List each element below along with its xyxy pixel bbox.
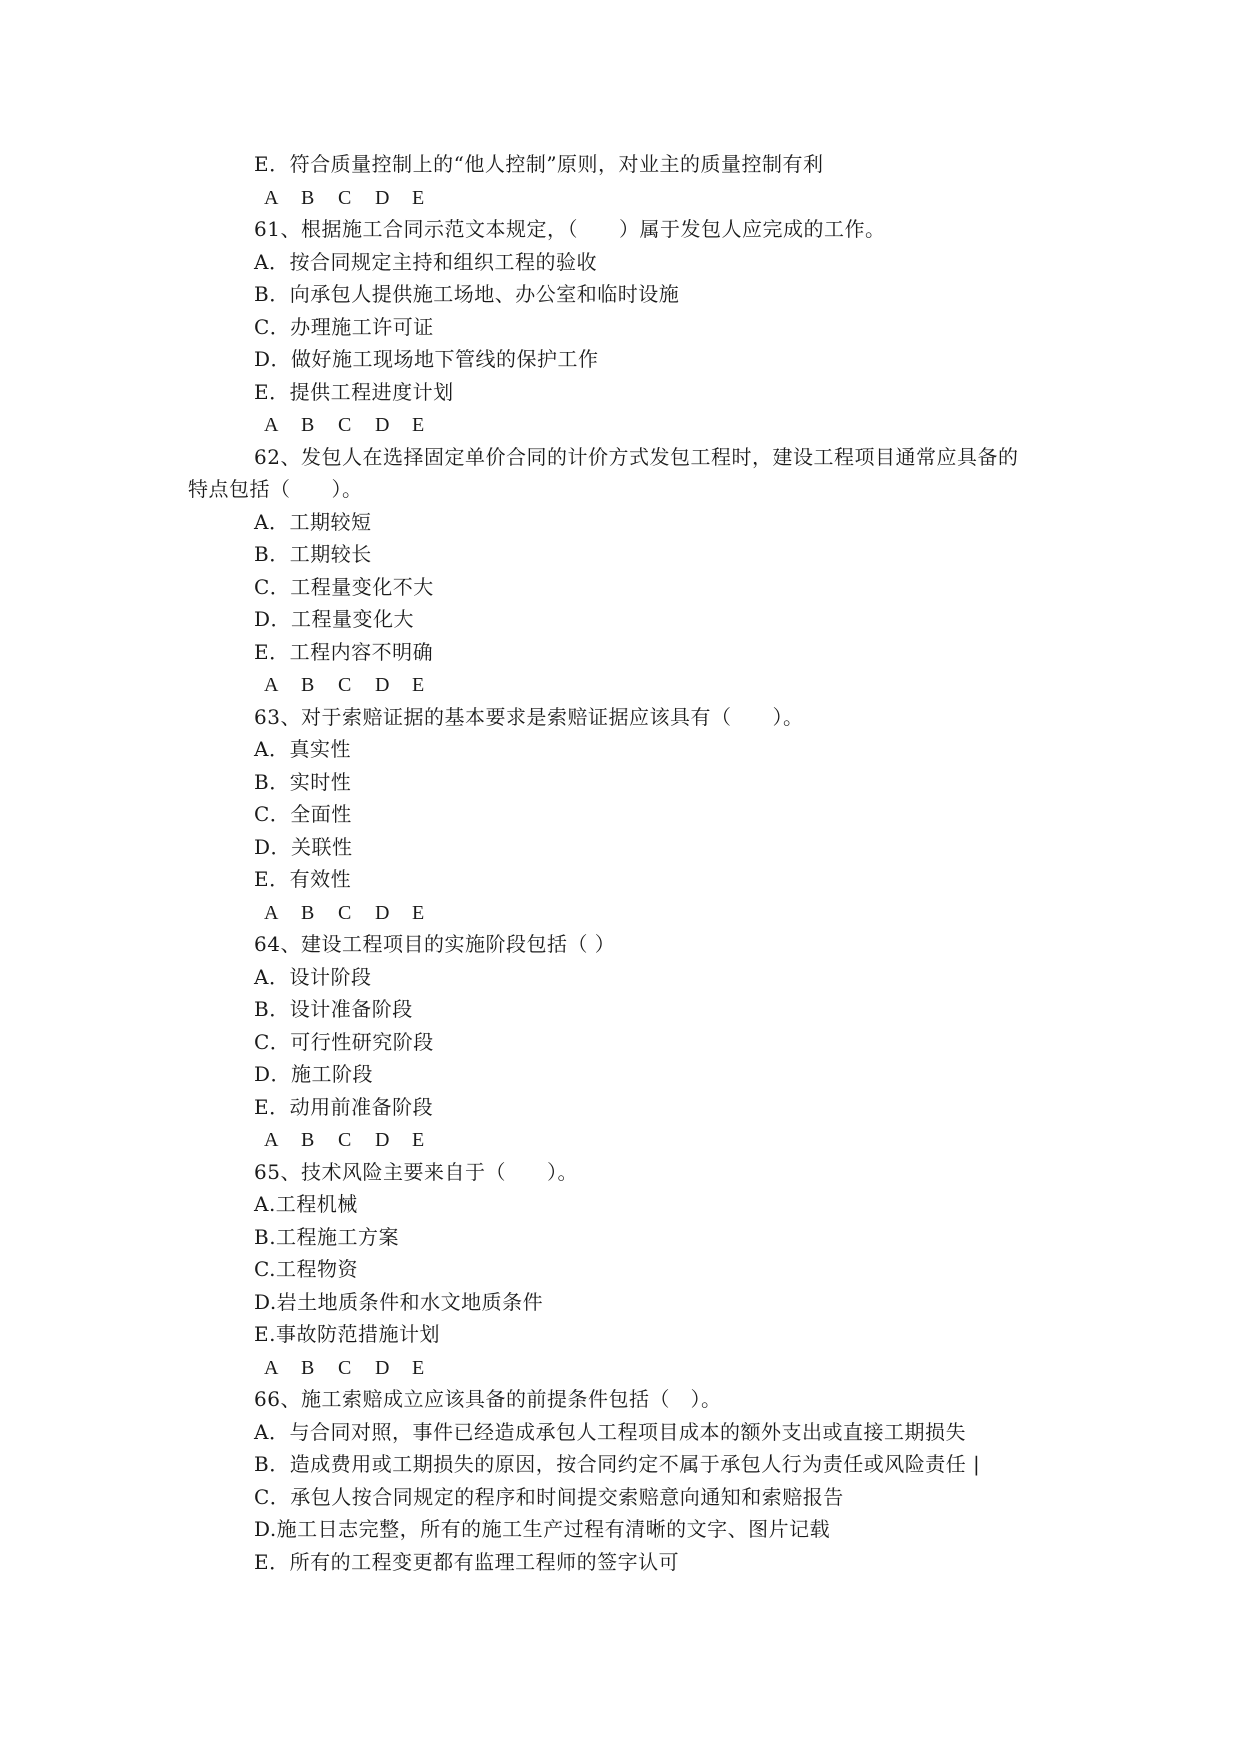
- answer-letter: C: [338, 1356, 352, 1379]
- answer-option: A．设计阶段: [254, 964, 372, 989]
- answer-choices-row: [188, 896, 1068, 929]
- answer-letter: A: [264, 674, 279, 696]
- answer-choices-row: [188, 181, 1068, 214]
- answer-letter: C: [338, 674, 352, 696]
- answer-option: A．工期较短: [254, 509, 372, 534]
- answer-letter: C: [338, 1129, 352, 1151]
- answer-letter: A: [264, 1129, 279, 1151]
- answer-option: B.工程施工方案: [254, 1224, 400, 1249]
- answer-option: E．所有的工程变更都有监理工程师的签字认可: [254, 1549, 680, 1574]
- answer-letter: D: [375, 1356, 390, 1379]
- answer-letter: B: [301, 1129, 315, 1151]
- answer-option: D.施工日志完整，所有的施工生产过程有清晰的文字、图片记载: [254, 1517, 831, 1541]
- answer-option: C．全面性: [254, 802, 352, 826]
- answer-option: D．做好施工现场地下管线的保护工作: [254, 347, 599, 371]
- question-stem: 63、对于索赔证据的基本要求是索赔证据应该具有（ ）。: [254, 704, 804, 729]
- answer-option: B．造成费用或工期损失的原因，按合同约定不属于承包人行为责任或风险责任 |: [254, 1452, 981, 1476]
- answer-option: E．工程内容不明确: [254, 639, 434, 664]
- answer-option: C.工程物资: [254, 1257, 358, 1281]
- answer-option: D．施工阶段: [254, 1062, 374, 1086]
- answer-option: A．与合同对照，事件已经造成承包人工程项目成本的额外支出或直接工期损失: [254, 1419, 966, 1444]
- answer-option: B．设计准备阶段: [254, 997, 413, 1021]
- answer-option: B．向承包人提供施工场地、办公室和临时设施: [254, 282, 680, 306]
- answer-letter: C: [338, 901, 352, 924]
- answer-letter: D: [375, 1129, 390, 1151]
- answer-letter: D: [375, 674, 390, 696]
- answer-letter: A: [264, 186, 279, 209]
- question-stem: 64、建设工程项目的实施阶段包括（ ）: [254, 932, 616, 956]
- answer-option: A．按合同规定主持和组织工程的验收: [254, 249, 597, 274]
- answer-option: D．关联性: [254, 834, 353, 859]
- answer-letter: B: [301, 1356, 315, 1379]
- question-stem: 66、施工索赔成立应该具备的前提条件包括（ ）。: [254, 1387, 722, 1411]
- answer-option: C．工程量变化不大: [254, 574, 434, 599]
- answer-letter: D: [375, 414, 390, 436]
- answer-letter: B: [301, 901, 315, 924]
- answer-choices-row: [188, 408, 1068, 441]
- answer-option: E．符合质量控制上的“他人控制”原则，对业主的质量控制有利: [254, 152, 824, 176]
- answer-option: E．提供工程进度计划: [254, 379, 454, 404]
- answer-choices-row: [188, 1351, 1068, 1384]
- answer-letter: E: [412, 414, 425, 436]
- answer-letter: C: [338, 186, 352, 209]
- answer-letter: B: [301, 186, 315, 209]
- answer-option: D．工程量变化大: [254, 607, 415, 631]
- answer-option: E．有效性: [254, 867, 352, 891]
- answer-option: E.事故防范措施计划: [254, 1322, 440, 1346]
- answer-option: B．实时性: [254, 769, 352, 794]
- question-stem: 62、发包人在选择固定单价合同的计价方式发包工程时，建设工程项目通常应具备的: [254, 444, 1019, 469]
- answer-letter: A: [264, 1356, 279, 1379]
- question-stem: 65、技术风险主要来自于（ ）。: [254, 1159, 578, 1184]
- answer-letter: A: [264, 901, 279, 924]
- answer-option: E．动用前准备阶段: [254, 1094, 434, 1119]
- answer-letter: D: [375, 186, 390, 209]
- answer-option: B．工期较长: [254, 542, 372, 566]
- answer-letter: E: [412, 674, 425, 696]
- answer-choices-row: [188, 1123, 1068, 1156]
- question-stem: 61、根据施工合同示范文本规定，（ ）属于发包人应完成的工作。: [254, 217, 886, 241]
- answer-letter: E: [412, 186, 425, 209]
- answer-letter: E: [412, 901, 425, 924]
- answer-letter: E: [412, 1356, 425, 1379]
- answer-option: C．办理施工许可证: [254, 314, 434, 339]
- document-body: [188, 148, 1068, 1578]
- answer-letter: C: [338, 414, 352, 436]
- answer-option: C．承包人按合同规定的程序和时间提交索赔意向通知和索赔报告: [254, 1484, 844, 1509]
- answer-letter: A: [264, 414, 279, 436]
- answer-option: A.工程机械: [254, 1192, 358, 1216]
- answer-option: D.岩土地质条件和水文地质条件: [254, 1289, 544, 1314]
- answer-choices-row: [188, 668, 1068, 701]
- answer-option: A．真实性: [254, 737, 351, 761]
- answer-letter: D: [375, 901, 390, 924]
- answer-letter: B: [301, 414, 315, 436]
- answer-letter: E: [412, 1129, 425, 1151]
- answer-letter: B: [301, 674, 315, 696]
- answer-option: C．可行性研究阶段: [254, 1029, 434, 1054]
- question-stem-continuation: 特点包括（ ）。: [188, 477, 363, 501]
